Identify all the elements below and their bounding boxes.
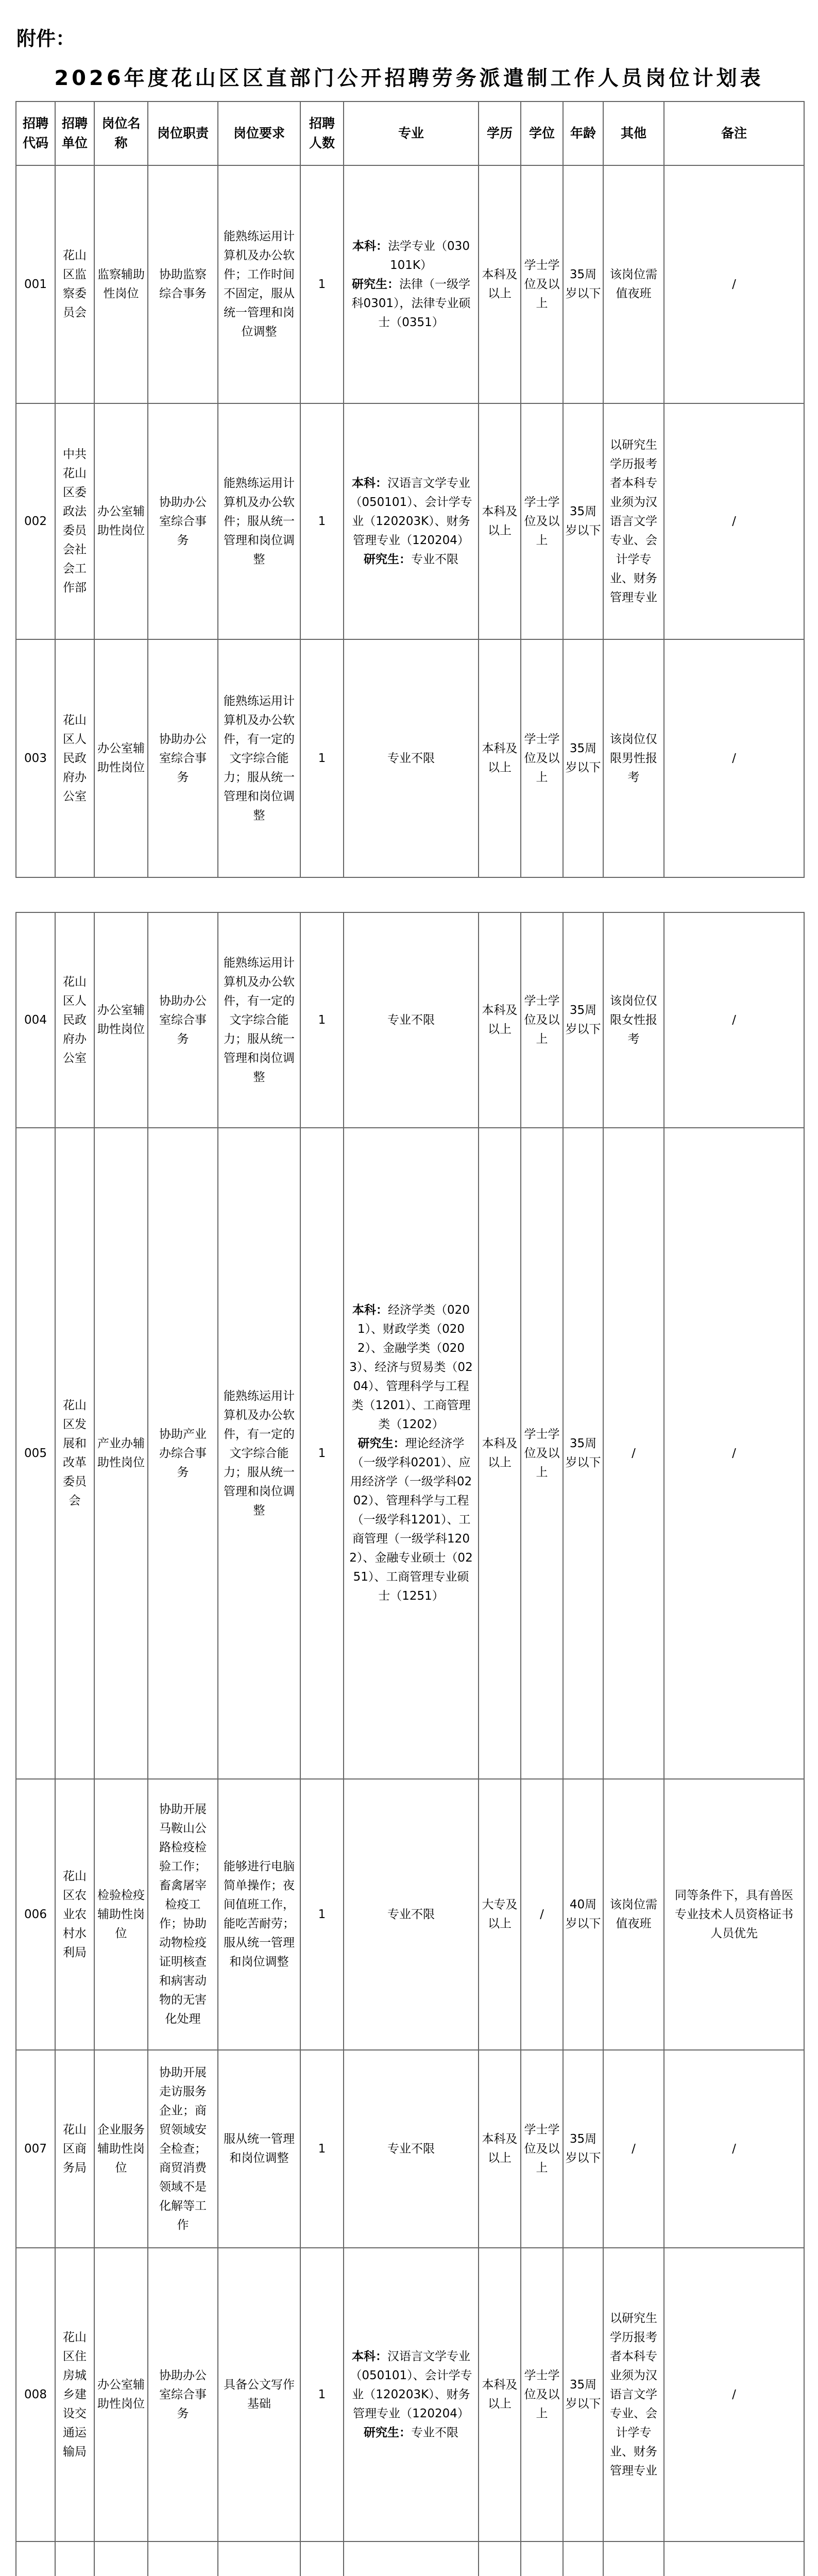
headcount-cell [300,2541,344,2576]
major-cell [344,165,479,403]
unit-cell: 花山区人民政府办公室 [55,912,94,1128]
degree-cell: 学士学位及以上 [521,639,563,877]
major-line-label: 本科： [352,2349,387,2363]
note-cell: / [664,165,804,403]
education-cell: 本科及以上 [479,912,521,1128]
major-cell [344,2050,479,2248]
headcount-cell: 1 [300,639,344,877]
table-gap-row [16,877,804,912]
major-line-text: 法学专业（030101K） [388,239,470,272]
post-name-cell: 产业办辅助性岗位 [94,1128,148,1779]
requirement-cell: 能熟练运用计算机及办公软件，有一定的文字综合能力；服从统一管理和岗位调整 [218,1128,300,1779]
unit-cell [55,2541,94,2576]
headcount-cell: 1 [300,403,344,639]
other-cell: 该岗位需值夜班 [603,1779,664,2050]
major-line-label: 研究生： [364,2426,411,2439]
column-header: 岗位职责 [148,101,218,165]
unit-cell: 花山区农业农村水利局 [55,1779,94,2050]
major-line [349,2424,473,2443]
other-cell: 该岗位仅限男性报考 [603,639,664,877]
note-cell: / [664,403,804,639]
major-line [349,275,473,332]
duty-cell: 协助监察综合事务 [148,165,218,403]
duty-cell: 协助办公室综合事务 [148,639,218,877]
job-code-cell [16,2541,55,2576]
education-cell: 本科及以上 [479,639,521,877]
major-line [349,550,473,569]
headcount-cell: 1 [300,1779,344,2050]
requirement-cell [218,2541,300,2576]
note-cell: / [664,639,804,877]
major-line [349,474,473,550]
requirement-cell: 具备公文写作基础 [218,2248,300,2541]
post-name-cell: 办公室辅助性岗位 [94,2248,148,2541]
headcount-cell: 1 [300,2050,344,2248]
age-cell: 35周岁以下 [563,639,603,877]
unit-cell: 花山区发展和改革委员会 [55,1128,94,1779]
age-cell: 35周岁以下 [563,912,603,1128]
table-row [16,2050,804,2248]
education-cell: 本科及以上 [479,2050,521,2248]
table-row [16,912,804,1128]
other-cell: / [603,1128,664,1779]
requirement-cell: 能熟练运用计算机及办公软件；服从统一管理和岗位调整 [218,403,300,639]
note-cell: / [664,2248,804,2541]
headcount-cell: 1 [300,1128,344,1779]
requirement-cell: 能熟练运用计算机及办公软件，有一定的文字综合能力；服从统一管理和岗位调整 [218,639,300,877]
column-header: 岗位名称 [94,101,148,165]
education-cell: 本科及以上 [479,165,521,403]
degree-cell: 学士学位及以上 [521,165,563,403]
major-line-label: 研究生： [364,552,411,566]
education-cell [479,2541,521,2576]
job-code-cell: 006 [16,1779,55,2050]
unit-cell: 花山区住房城乡建设交通运输局 [55,2248,94,2541]
job-code-cell: 007 [16,2050,55,2248]
post-name-cell [94,2541,148,2576]
duty-cell: 协助办公室综合事务 [148,403,218,639]
degree-cell: 学士学位及以上 [521,2050,563,2248]
major-cell [344,1128,479,1779]
major-line [349,1011,473,1030]
headcount-cell: 1 [300,165,344,403]
degree-cell: 学士学位及以上 [521,1128,563,1779]
note-cell: / [664,2050,804,2248]
post-name-cell: 监察辅助性岗位 [94,165,148,403]
major-cell [344,1779,479,2050]
duty-cell: 协助办公室综合事务 [148,2248,218,2541]
major-line-text: 专业不限 [411,552,458,566]
table-row [16,165,804,403]
major-line [349,2347,473,2424]
job-code-cell: 003 [16,639,55,877]
table-row [16,2248,804,2541]
major-line [349,1434,473,1606]
table-row [16,403,804,639]
table-row [16,1779,804,2050]
age-cell: 35周岁以下 [563,2050,603,2248]
major-cell [344,2248,479,2541]
job-code-cell: 008 [16,2248,55,2541]
column-header: 备注 [664,101,804,165]
unit-cell: 花山区监察委员会 [55,165,94,403]
education-cell: 本科及以上 [479,1128,521,1779]
major-line-text: 法律（一级学科0301），法律专业硕士（0351） [351,277,471,329]
major-cell [344,403,479,639]
requirement-cell: 能熟练运用计算机及办公软件；工作时间不固定，服从统一管理和岗位调整 [218,165,300,403]
unit-cell: 花山区人民政府办公室 [55,639,94,877]
major-line-label: 本科： [352,1303,388,1317]
major-cell [344,2541,479,2576]
table-row [16,1128,804,1779]
duty-cell: 协助开展马鞍山公路检疫检验工作；畜禽屠宰检疫工作；协助动物检疫证明核查和病害动物的无害化处理 [148,1779,218,2050]
column-header: 学位 [521,101,563,165]
major-line-text: 汉语言文学专业（050101）、会计学专业（120203K）、财务管理专业（120204） [350,476,472,547]
age-cell: 35周岁以下 [563,2248,603,2541]
duty-cell: 协助产业办综合事务 [148,1128,218,1779]
unit-cell: 中共花山区委政法委员会社会工作部 [55,403,94,639]
major-line [349,1905,473,1924]
education-cell: 大专及以上 [479,1779,521,2050]
age-cell: 35周岁以下 [563,1128,603,1779]
age-cell: 35周岁以下 [563,403,603,639]
headcount-cell: 1 [300,2248,344,2541]
column-header: 学历 [479,101,521,165]
column-header: 年龄 [563,101,603,165]
column-header: 岗位要求 [218,101,300,165]
degree-cell: 学士学位及以上 [521,403,563,639]
duty-cell: 协助开展走访服务企业；商贸领域安全检查；商贸消费领域不是化解等工作 [148,2050,218,2248]
requirement-cell: 服从统一管理和岗位调整 [218,2050,300,2248]
major-line-label: 本科： [352,476,387,490]
post-name-cell: 办公室辅助性岗位 [94,403,148,639]
age-cell: 40周岁以下 [563,1779,603,2050]
major-line-label: 研究生： [352,277,399,291]
table-gap-cell [16,877,804,912]
education-cell: 本科及以上 [479,403,521,639]
major-line-text: 专业不限 [387,751,435,765]
major-line [349,749,473,768]
table-row [16,639,804,877]
major-line-text: 汉语言文学专业（050101）、会计学专业（120203K）、财务管理专业（120204） [350,2349,472,2420]
major-line-text: 理论经济学（一级学科0201）、应用经济学（一级学科0202）、管理科学与工程（一级学科1201）、工商管理（一级学科1202）、金融专业硕士（0251）、工商管理专业硕士（1251） [349,1437,473,1603]
note-cell: / [664,1128,804,1779]
post-name-cell: 企业服务辅助性岗位 [94,2050,148,2248]
job-code-cell: 002 [16,403,55,639]
other-cell: 该岗位需值夜班 [603,165,664,403]
degree-cell: 学士学位及以上 [521,912,563,1128]
unit-cell: 花山区商务局 [55,2050,94,2248]
note-cell [664,2541,804,2576]
major-cell [344,912,479,1128]
other-cell [603,2541,664,2576]
major-line [349,2140,473,2159]
education-cell: 本科及以上 [479,2248,521,2541]
post-name-cell: 办公室辅助性岗位 [94,912,148,1128]
table-row [16,2541,804,2576]
other-cell: / [603,2050,664,2248]
requirement-cell: 能够进行电脑简单操作；夜间值班工作，能吃苦耐劳；服从统一管理和岗位调整 [218,1779,300,2050]
note-cell: 同等条件下，具有兽医专业技术人员资格证书人员优先 [664,1779,804,2050]
age-cell: 35周岁以下 [563,165,603,403]
major-line-text: 专业不限 [411,2426,458,2439]
job-code-cell: 005 [16,1128,55,1779]
major-line-text: 专业不限 [387,1013,435,1027]
duty-cell [148,2541,218,2576]
major-line-text: 专业不限 [387,2142,435,2156]
job-code-cell: 001 [16,165,55,403]
column-header: 其他 [603,101,664,165]
major-line-label: 研究生： [357,1437,405,1450]
other-cell: 该岗位仅限女性报考 [603,912,664,1128]
degree-cell [521,2541,563,2576]
requirement-cell: 能熟练运用计算机及办公软件，有一定的文字综合能力；服从统一管理和岗位调整 [218,912,300,1128]
major-line-label: 本科： [352,239,388,253]
document-title: 2026年度花山区区直部门公开招聘劳务派遣制工作人员岗位计划表 [54,66,764,90]
column-header: 招聘单位 [55,101,94,165]
headcount-cell: 1 [300,912,344,1128]
other-cell: 以研究生学历报考者本科专业须为汉语言文学专业、会计学专业、财务管理专业 [603,2248,664,2541]
column-header: 招聘代码 [16,101,55,165]
major-cell [344,639,479,877]
column-header: 专业 [344,101,479,165]
post-name-cell: 办公室辅助性岗位 [94,639,148,877]
post-name-cell: 检验检疫辅助性岗位 [94,1779,148,2050]
attachment-heading: 附件： [16,27,76,50]
major-line-text: 经济学类（0201）、财政学类（0202）、金融学类（0203）、经济与贸易类（0204）、管理科学与工程类（1201）、工商管理类（1202） [349,1303,473,1431]
major-line [349,1301,473,1434]
age-cell [563,2541,603,2576]
note-cell: / [664,912,804,1128]
major-line-text: 专业不限 [387,1907,435,1921]
major-line [349,237,473,275]
table-header-row [16,101,804,165]
recruitment-plan-table [15,101,805,2576]
other-cell: 以研究生学历报考者本科专业须为汉语言文学专业、会计学专业、财务管理专业 [603,403,664,639]
column-header: 招聘人数 [300,101,344,165]
duty-cell: 协助办公室综合事务 [148,912,218,1128]
job-code-cell: 004 [16,912,55,1128]
degree-cell: / [521,1779,563,2050]
degree-cell: 学士学位及以上 [521,2248,563,2541]
